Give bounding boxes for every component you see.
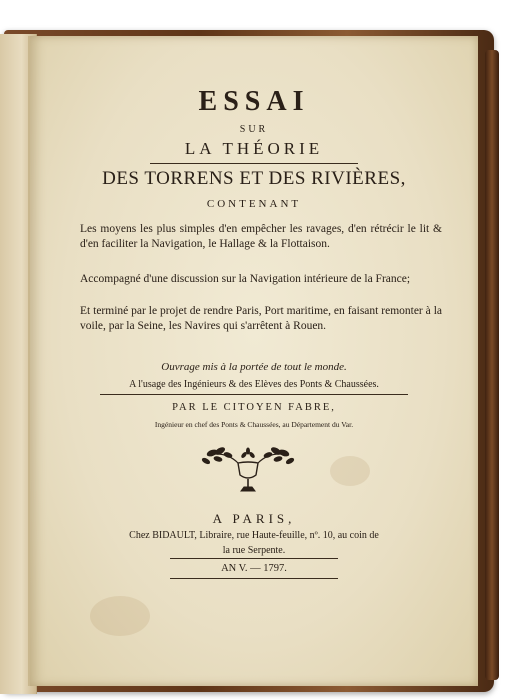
title-theorie: LA THÉORIE (184, 139, 324, 158)
description-paragraph-3: Et terminé par le projet de rendre Paris, Port maritime, en faisant remonter à la voile, par la Seine, les Navires qui s'arrêtent à Rouen. (80, 305, 442, 332)
book-title: ESSAI (198, 86, 310, 117)
description-paragraph-2: Accompagné d'une discussion sur la Navigation intérieure de la France; (80, 273, 411, 285)
description-paragraph-1: Les moyens les plus simples d'en empêcher les ravages, d'en rétrécir le lit & d'en faciliter la Navigation, le Hallage & la Flottaison. (80, 223, 442, 250)
title-page (28, 36, 478, 686)
author-role: Ingénieur en chef des Ponts & Chaussées, au Département du Var. (154, 420, 354, 429)
divider-rule (170, 558, 338, 559)
imprint-date: AN V. — 1797. (221, 563, 287, 574)
title-sur: SUR (239, 124, 269, 135)
divider-rule (170, 578, 338, 579)
imprint-address: la rue Serpente. (222, 545, 286, 556)
imprint-place: A PARIS, (212, 511, 296, 526)
audience-note: Ouvrage mis à la portée de tout le monde. (161, 361, 347, 373)
title-contenant: CONTENANT (206, 198, 302, 210)
binding-edge (485, 50, 499, 680)
imprint-publisher: Chez BIDAULT, Libraire, rue Haute-feuille, nº. 10, au coin de (129, 530, 379, 541)
divider-rule (100, 394, 408, 395)
usage-note: A l'usage des Ingénieurs & des Elèves des Ponts & Chaussées. (129, 379, 379, 390)
divider-rule (150, 163, 358, 164)
author-line: PAR LE CITOYEN FABRE, (172, 402, 336, 413)
urn-with-foliage-icon (198, 441, 298, 499)
title-subject: DES TORRENS ET DES RIVIÈRES, (102, 168, 406, 189)
